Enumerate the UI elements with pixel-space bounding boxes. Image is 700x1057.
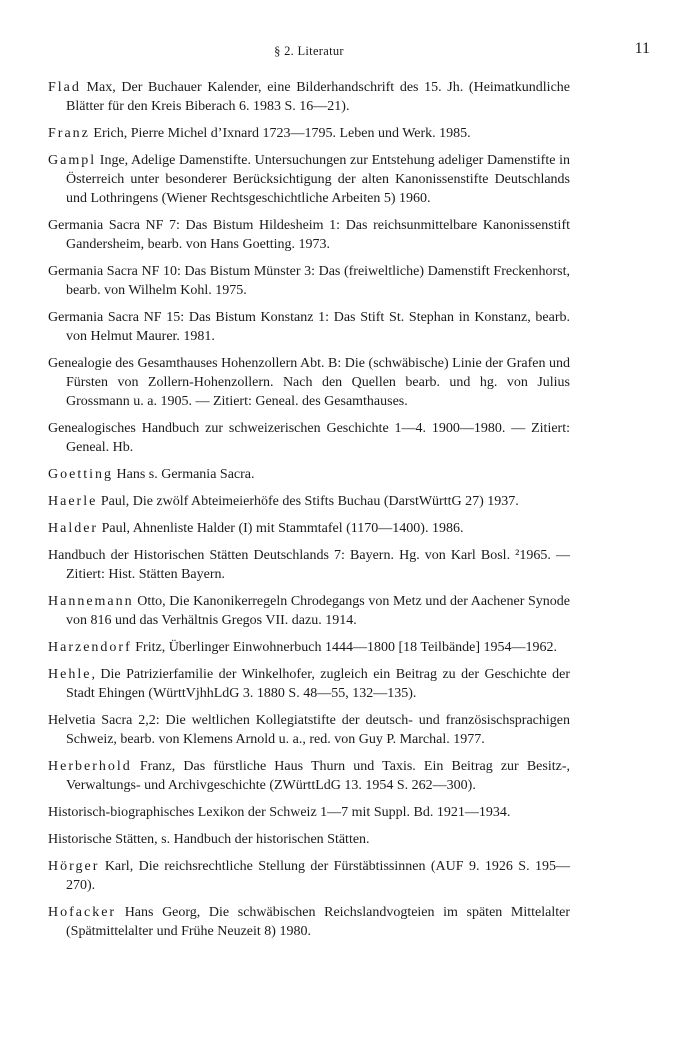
entry-text: Germania Sacra NF 15: Das Bistum Konstanz 1: Das Stift St. Stephan in Konstanz, bearb. von Helmut Maurer. 1981. (48, 310, 570, 344)
entry-text: , Die Patrizierfamilie der Winkelhofer, zugleich ein Beitrag zu der Geschichte der Stadt Ehingen (WürttVjhhLdG 3. 1880 S. 48—55, 132—135). (66, 667, 570, 701)
bibliography-entry (48, 830, 570, 849)
entry-text: Genealogisches Handbuch zur schweizerischen Geschichte 1—4. 1900—1980. — Zitiert: Geneal. Hb. (48, 421, 570, 455)
bibliography-entry (48, 78, 570, 116)
entry-text: Historische Stätten, s. Handbuch der historischen Stätten. (48, 832, 370, 847)
entry-text: Franz, Das fürstliche Haus Thurn und Taxis. Ein Beitrag zur Besitz-, Verwaltungs- und Archivgeschichte (ZWürttLdG 13. 1954 S. 262—300). (66, 759, 570, 793)
entry-author: Halder (48, 521, 99, 536)
entry-text: Historisch-biographisches Lexikon der Schweiz 1—7 mit Suppl. Bd. 1921—1934. (48, 805, 511, 820)
bibliography-entry (48, 711, 570, 749)
bibliography-entry (48, 903, 570, 941)
entry-text: Genealogie des Gesamthauses Hohenzollern Abt. B: Die (schwäbische) Linie der Grafen und Fürsten von Zollern-Hohenzollern. Nach den Quellen bearb. und hg. von Julius Grossmann u. a. 1905. — Zitiert: Geneal. des Gesamthauses. (48, 356, 570, 409)
entry-text: Paul, Ahnenliste Halder (I) mit Stammtafel (1170—1400). 1986. (98, 521, 464, 536)
entry-author: Flad (48, 80, 81, 95)
entry-author: Haerle (48, 494, 98, 509)
page-number: 11 (634, 40, 650, 57)
entry-text: Karl, Die reichsrechtliche Stellung der Fürstäbtissinnen (AUF 9. 1926 S. 195—270). (66, 859, 570, 893)
bibliography-entry (48, 857, 570, 895)
entry-text: Germania Sacra NF 10: Das Bistum Münster 3: Das (freiweltliche) Damenstift Freckenhorst, bearb. von Wilhelm Kohl. 1975. (48, 264, 570, 298)
bibliography-entry (48, 592, 570, 630)
bibliography-entry (48, 638, 570, 657)
entry-author: Herberhold (48, 759, 132, 774)
entry-author: Gampl (48, 153, 97, 168)
entry-author: Hannemann (48, 594, 134, 609)
bibliography-entry (48, 665, 570, 703)
bibliography-entry (48, 546, 570, 584)
bibliography-entry (48, 124, 570, 143)
bibliography-entry (48, 262, 570, 300)
bibliography-entry (48, 151, 570, 208)
entry-text: Handbuch der Historischen Stätten Deutschlands 7: Bayern. Hg. von Karl Bosl. ²1965. — Zitiert: Hist. Stätten Bayern. (48, 548, 570, 582)
entry-text: Inge, Adelige Damenstifte. Untersuchungen zur Entstehung adeliger Damenstifte in Österreich unter besonderer Berücksichtigung der alten Kanonissenstifte Deutschlands und Lothringens (Wiener Rechtsgeschichtliche Arbeiten 5) 1960. (66, 153, 570, 206)
entry-author: Goetting (48, 467, 113, 482)
entry-text: Germania Sacra NF 7: Das Bistum Hildesheim 1: Das reichsunmittelbare Kanonissenstift Gandersheim, bearb. von Hans Goetting. 1973. (48, 218, 570, 252)
bibliography-entry (48, 803, 570, 822)
bibliography-entry (48, 216, 570, 254)
bibliography-entry (48, 419, 570, 457)
entry-text: Otto, Die Kanonikerregeln Chrodegangs von Metz und der Aachener Synode von 816 und das Verhältnis Gregos VII. dazu. 1914. (66, 594, 570, 628)
bibliography-entry (48, 308, 570, 346)
entry-author: Hofacker (48, 905, 117, 920)
page-header (48, 40, 650, 62)
entry-text: Paul, Die zwölf Abteimeierhöfe des Stifts Buchau (DarstWürttG 27) 1937. (97, 494, 519, 509)
bibliography-list (48, 78, 570, 949)
entry-text: Helvetia Sacra 2,2: Die weltlichen Kollegiatstifte der deutsch- und französischsprachigen Schweiz, bearb. von Klemens Arnold u. a., red. von Guy P. Marchal. 1977. (48, 713, 570, 747)
bibliography-entry (48, 492, 570, 511)
bibliography-entry (48, 519, 570, 538)
entry-text: Fritz, Überlinger Einwohnerbuch 1444—1800 [18 Teilbände] 1954—1962. (131, 640, 558, 655)
entry-author: Franz (48, 126, 90, 141)
bibliography-entry (48, 465, 570, 484)
bibliography-entry (48, 757, 570, 795)
bibliography-entry (48, 354, 570, 411)
running-head: § 2. Literatur (274, 44, 344, 58)
entry-text: Max, Der Buchauer Kalender, eine Bilderhandschrift des 15. Jh. (Heimatkundliche Blätter für den Kreis Biberach 6. 1983 S. 16—21). (66, 80, 570, 114)
entry-text: Erich, Pierre Michel d’Ixnard 1723—1795. Leben und Werk. 1985. (89, 126, 471, 141)
entry-author: Harzendorf (48, 640, 132, 655)
entry-author: Hörger (48, 859, 100, 874)
entry-author: Hehle (48, 667, 92, 682)
entry-text: Hans s. Germania Sacra. (113, 467, 255, 482)
entry-text: Hans Georg, Die schwäbischen Reichslandvogteien im späten Mittelalter (Spätmittelalter und Frühe Neuzeit 8) 1980. (66, 905, 570, 939)
